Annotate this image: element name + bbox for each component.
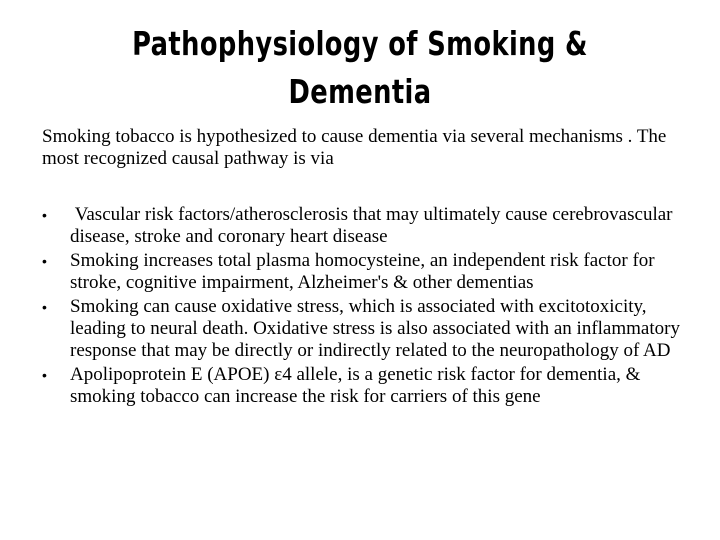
bullet-text: Smoking increases total plasma homocysteine, an independent risk factor for stroke, cognitive impairment, Alzheimer's & other dementias: [70, 250, 655, 293]
bullet-icon: •: [42, 367, 47, 383]
bullet-text: Apolipoprotein E (APOE) ε4 allele, is a genetic risk factor for dementia, & smoking tobacco can increase the risk for carriers of this gene: [70, 364, 641, 407]
title-line-1: Pathophysiology of Smoking &: [132, 24, 588, 63]
bullet-icon: •: [42, 207, 47, 223]
bullet-item-vascular: [42, 204, 682, 248]
bullet-text: Smoking can cause oxidative stress, which is associated with excitotoxicity, leading to neural death. Oxidative stress is also associated with an inflammatory response that may be directly or indirectly related to the neuropathology of AD: [70, 296, 680, 361]
title-line-2: Dementia: [288, 72, 432, 111]
slide-title: [126, 20, 594, 116]
intro-paragraph: Smoking tobacco is hypothesized to cause dementia via several mechanisms . The most recognized causal pathway is via: [42, 126, 667, 169]
bullet-list: [42, 204, 682, 410]
bullet-item-homocysteine: [42, 250, 682, 294]
bullet-text: Vascular risk factors/atherosclerosis that may ultimately cause cerebrovascular disease, stroke and coronary heart disease: [70, 204, 678, 247]
bullet-icon: •: [42, 299, 47, 315]
bullet-icon: •: [42, 253, 47, 269]
bullet-item-apoe: [42, 364, 682, 408]
bullet-item-oxidative-stress: [42, 296, 682, 362]
